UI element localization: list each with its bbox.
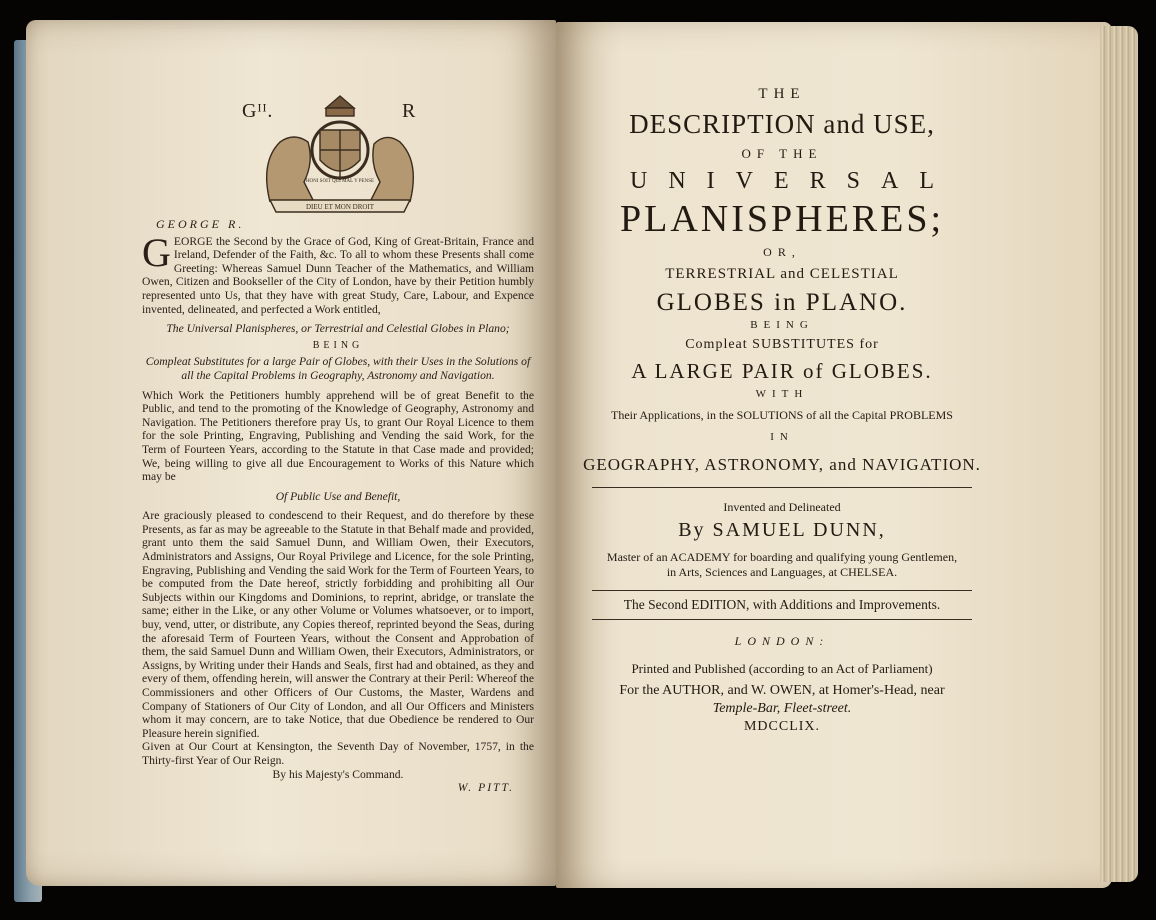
- page-edges: [1100, 26, 1138, 882]
- title-universal: UNIVERSAL: [630, 168, 955, 194]
- imprint-temple-bar: Temple-Bar, Fleet-street.: [712, 701, 852, 716]
- paragraph-1-text: EORGE the Second by the Grace of God, King of Great-Britain, France and Ireland, Defender of the Faith, &c. To all to whom these Presents shall come Greeting: Whereas Samuel Dunn Teacher of the Mathematics, and William Owen, Citizen and Bookseller of the City of London, have by their Petition humbly represented unto Us, that they have with great Study, Care, Labour, and Expence invented, delineated, and perfected a Work entitled,: [142, 234, 534, 316]
- invented-line: Invented and Delineated: [723, 500, 841, 514]
- title-the: THE: [758, 86, 806, 102]
- author-line: By SAMUEL DUNN,: [678, 519, 886, 541]
- title-compleat: Compleat SUBSTITUTES for: [685, 337, 879, 352]
- public-use-heading: Of Public Use and Benefit,: [275, 489, 401, 503]
- drop-cap: G: [142, 229, 171, 275]
- divider-rule-edition-bottom: [592, 619, 972, 620]
- pitt-signature: W. PITT.: [457, 781, 514, 795]
- title-large-pair: A LARGE PAIR of GLOBES.: [631, 359, 933, 383]
- title-terrestrial: TERRESTRIAL and CELESTIAL: [665, 266, 899, 282]
- paragraph-3-text: Are graciously pleased to condescend to their Request, and do therefore by these Presents, as far as may be agreeable to the Statute in that Behalf made and provided, grant unto them the said Samuel Dunn, and William Owen, their Executors, Administrators and Assigns, Our Royal Privilege and Licence, for the sole Printing, Engraving, Publishing and Vending the said Work for the Term of Fourteen Years, to be computed from the Date hereof, strictly forbidding and prohibiting all Our Subjects within our Kingdoms and Dominions, to reprint, abridge, or translate the same; either in the Like, or any other Volume or Volumes whatsoever, or to import, buy, vend, utter, or distribute, any Copies thereof, reprinted beyond the Seas, during the aforesaid Term of Fourteen Years, without the Consent and Approbation of them, the said Samuel Dunn and William Owen, their Executors, Administrators, or Assigns, by Writing under their Hands and Seals, first had and obtained, as they and every of them, offending herein, will answer the Contrary at their Peril: Whereof the Commissioners and other Officers of Our Customs, the Master, Wardens and Company of Stationers of Our City of London, and all Our Officers and Ministers whom it may concern, are to take Notice, that due Obedience be rendered to Our Pleasure herein signified.: [142, 509, 534, 740]
- master-line-1: Master of an ACADEMY for boarding and qualifying young Gentlemen,: [606, 550, 958, 564]
- title-or: OR,: [763, 245, 801, 259]
- title-subjects: GEOGRAPHY, ASTRONOMY, and NAVIGATION.: [583, 455, 981, 474]
- paragraph-2-text: Which Work the Petitioners humbly apprehend will be of great Benefit to the Public, and tend to the promoting of the Knowledge of Geography, Astronomy and Navigation. The Petitioners therefore pray Us, to grant Our Royal Licence to them for the sole Printing, Engraving, Publishing and Vending the said Work, for the Term of Fourteen Years, according to the Statute in that Case made and provided; We, being willing to give all due Encouragement to Works of this Nature which may be: [142, 388, 534, 484]
- title-in: IN: [770, 431, 794, 443]
- being-label: BEING: [312, 339, 364, 351]
- title-page: [576, 86, 988, 735]
- title-globes-in-plano: GLOBES in PLANO.: [656, 289, 908, 316]
- imprint-year: MDCCLIX.: [743, 719, 821, 734]
- arms-scroll-text: DIEU ET MON DROIT: [305, 203, 375, 211]
- divider-rule-edition-top: [592, 590, 972, 591]
- imprint-london: LONDON:: [734, 634, 830, 648]
- title-planispheres: PLANISPHERES;: [619, 198, 945, 240]
- royal-licence-text: [142, 218, 534, 795]
- signature-heading: GEORGE R.: [156, 217, 245, 231]
- title-being: BEING: [750, 319, 814, 331]
- title-with: WITH: [755, 388, 809, 400]
- royal-cipher-right: R: [402, 100, 416, 122]
- master-line-2: in Arts, Sciences and Languages, at CHELSEA.: [666, 565, 898, 579]
- work-subtitle: Compleat Substitutes for a large Pair of Globes, with their Uses in the Solutions of all the Capital Problems in Geography, Astronomy and Navigation.: [145, 355, 531, 382]
- title-applications: Their Applications, in the SOLUTIONS of all the Capital PROBLEMS: [611, 408, 953, 422]
- divider-rule: [592, 487, 972, 488]
- royal-cipher-left: Gᴵᴵ.: [242, 100, 274, 122]
- work-title: The Universal Planispheres, or Terrestrial and Celestial Globes in Plano;: [166, 322, 510, 336]
- title-description: DESCRIPTION and USE,: [629, 109, 935, 139]
- paragraph-grant-intro: [142, 229, 534, 317]
- given-at-court: Given at Our Court at Kensington, the Seventh Day of November, 1757, in the Thirty-first Year of Our Reign.: [142, 740, 534, 767]
- edition-line: The Second EDITION, with Additions and Improvements.: [623, 597, 941, 612]
- title-of-the: OF THE: [741, 146, 823, 161]
- imprint-printed: Printed and Published (according to an Act of Parliament): [631, 661, 933, 676]
- majesty-command: By his Majesty's Command.: [272, 767, 404, 781]
- arms-motto-text: HONI SOIT QUI MAL Y PENSE: [305, 179, 375, 184]
- imprint-for-author: For the AUTHOR, and W. OWEN, at Homer's-Head, near: [619, 683, 945, 698]
